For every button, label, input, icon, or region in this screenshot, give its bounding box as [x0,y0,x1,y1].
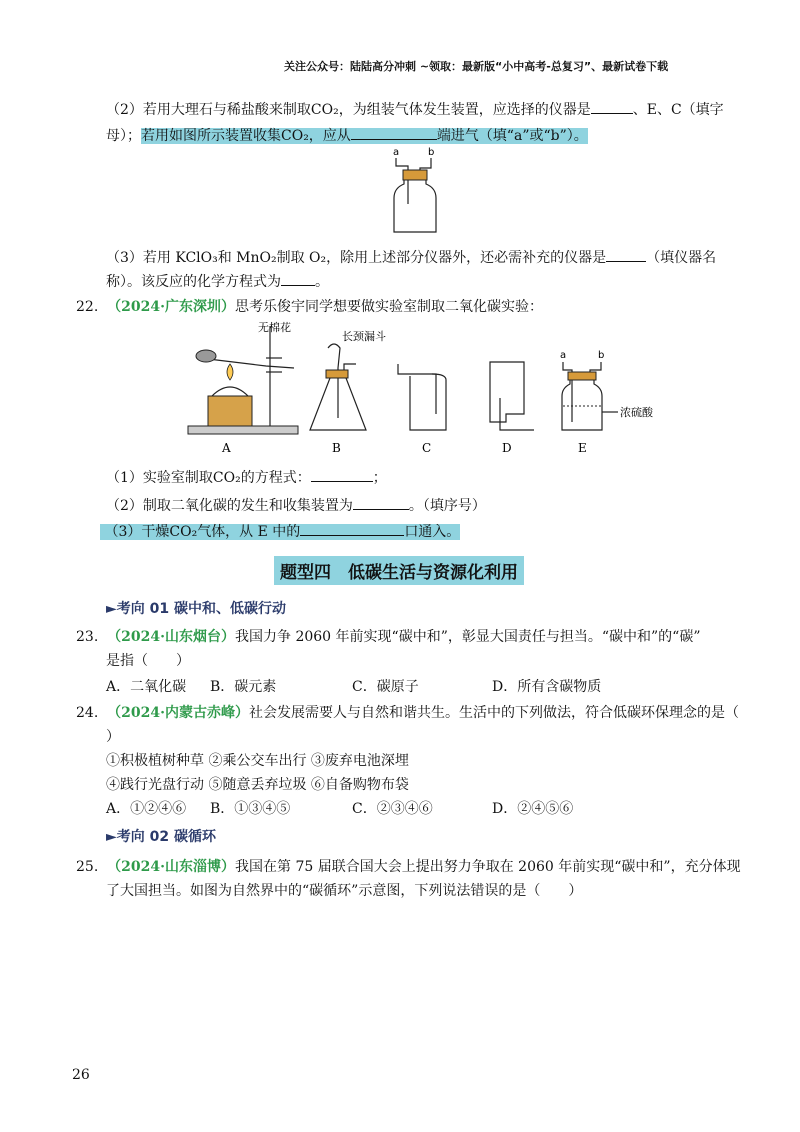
q22-part3-mid: 气体，从 E 中的 [197,524,301,540]
q21-part3-line2-text: 称）。该反应的化学方程式为 [106,274,281,290]
apparatus-e [560,350,654,455]
co2-formula: CO₂ [169,524,198,540]
question-source: （2024·内蒙古赤峰） [107,705,250,721]
q22-part3-text: （3）干燥 [104,524,170,540]
q22-stem [76,298,543,316]
q25-stem2: 了大国担当。如图为自然界中的“碳循环”示意图，下列说法错误的是（ ） [106,883,583,899]
question-number: 25. [76,859,99,875]
question-source: （2024·山东淄博） [107,859,236,875]
answer-blank[interactable] [300,522,404,536]
e-label-a: a [560,350,567,361]
q21-part3-tail: （填仪器名 [646,250,717,266]
label-e: E [578,441,587,455]
q24-option-d[interactable]: D．②④⑤⑥ [492,801,574,817]
page-number: 26 [72,1067,90,1083]
q24-option-c[interactable]: C．②③④⑥ [352,801,433,817]
apparatus-figure [170,318,653,458]
q21-highlight-tail: 端进气（填“a”或“b”）。 [436,128,588,144]
bottle-label-a: a [393,147,400,158]
q21-highlight [141,128,588,144]
q21-part3-line2 [106,272,329,291]
apparatus-b [310,329,386,455]
question-source: （2024·山东烟台） [107,629,236,645]
q21-part3-line2-tail: 。 [315,274,329,290]
apparatus-d [490,362,534,455]
q25-stem [76,858,741,876]
question-text: 社会发展需要人与自然和谐共生。生活中的下列做法，符合低碳环保理念的是（ [249,705,740,721]
q23-option-c[interactable]: C．碳原子 [352,679,419,695]
q22-part1-text: （1）实验室制取 [106,470,213,486]
question-number: 22. [76,299,99,315]
q23-option-b[interactable]: B．碳元素 [210,679,277,695]
q21-highlight-text: 若用如图所示装置收集CO₂，应从 [141,128,351,144]
q23-stem2: 是指（ ） [106,653,190,669]
q24-stem2: ） [106,729,120,745]
label-no-cotton: 无棉花 [258,321,291,334]
question-text: 思考乐俊宇同学想要做实验室制取二氧化碳实验： [235,299,544,315]
apparatus-c [398,364,446,455]
q21-part2-tail: 、E、C（填字 [632,102,724,118]
answer-blank[interactable] [606,248,646,262]
q21-part3-line1 [106,248,716,267]
question-source: （2024·广东深圳） [107,299,236,315]
page-header: 关注公众号：陆陆高分冲刺 ~领取：最新版“小中高考-总复习”、最新试卷下载 [284,60,669,73]
q23-option-d[interactable]: D．所有含碳物质 [492,679,602,695]
topic-heading-02: ►考向 02 碳循环 [106,829,216,845]
q22-part2 [106,496,486,515]
q24-items-line2: ④践行光盘行动 ⑤随意丢弃垃圾 ⑥自备购物布袋 [106,777,409,793]
topic-heading-01: ►考向 01 碳中和、低碳行动 [106,601,286,617]
label-a: A [222,441,231,455]
q21-part3-text: （3）若用 KClO₃和 MnO₂制取 O₂，除用上述部分仪器外，还必需补充的仪器是 [106,250,607,266]
q21-part2-line2 [106,126,588,145]
label-funnel [342,329,386,343]
question-number: 23. [76,629,99,645]
label-funnel-text: 长颈漏斗 [342,330,386,343]
gas-collection-bottle-figure [380,144,450,236]
question-text: 我国在第 75 届联合国大会上提出努力争取在 2060 年前实现“碳中和”，充分体现 [235,859,741,875]
bottle-label-b: b [428,147,435,158]
q21-part2-head: 母）； [106,128,141,144]
q22-part1-end: ； [372,470,387,486]
q23-stem [76,628,701,646]
label-b: B [332,441,341,455]
answer-blank[interactable] [353,496,409,510]
q22-part2-tail: 。（填序号） [408,498,486,514]
e-label-b: b [598,350,605,361]
q24-option-a[interactable]: A．①②④⑥ [106,801,187,817]
label-acid: 浓硫酸 [620,406,653,419]
co2-formula: CO₂ [212,470,241,486]
q23-option-a[interactable]: A．二氧化碳 [106,679,187,695]
q22-part1-tail: 的方程式： [240,470,311,486]
q21-part2-line1 [106,100,724,119]
q24-stem [76,704,739,722]
answer-blank[interactable] [591,100,633,114]
question-number: 24. [76,705,99,721]
q24-items-line1: ①积极植树种草 ②乘公交车出行 ③废弃电池深埋 [106,753,409,769]
q21-part2-text: （2）若用大理石与稀盐酸来制取CO₂，为组装气体发生装置，应选择的仪器是 [106,102,591,118]
answer-blank[interactable] [351,126,437,140]
label-d: D [502,441,512,455]
question-text: 我国力争 2060 年前实现“碳中和”，彰显大国责任与担当。“碳中和”的“碳” [235,629,701,645]
q22-part3-highlight [100,524,460,540]
section-title: 题型四 低碳生活与资源化利用 [274,556,524,585]
apparatus-a [188,320,298,455]
answer-blank[interactable] [281,272,315,286]
q24-option-b[interactable]: B．①③④⑤ [210,801,291,817]
q22-part3-tail: 口通入。 [404,524,461,540]
q22-part2-text: （2）制取二氧化碳的发生和收集装置为 [106,498,353,514]
q22-part3 [100,522,460,541]
answer-blank[interactable] [311,468,373,482]
label-c: C [422,441,432,455]
q22-part1 [106,468,387,487]
